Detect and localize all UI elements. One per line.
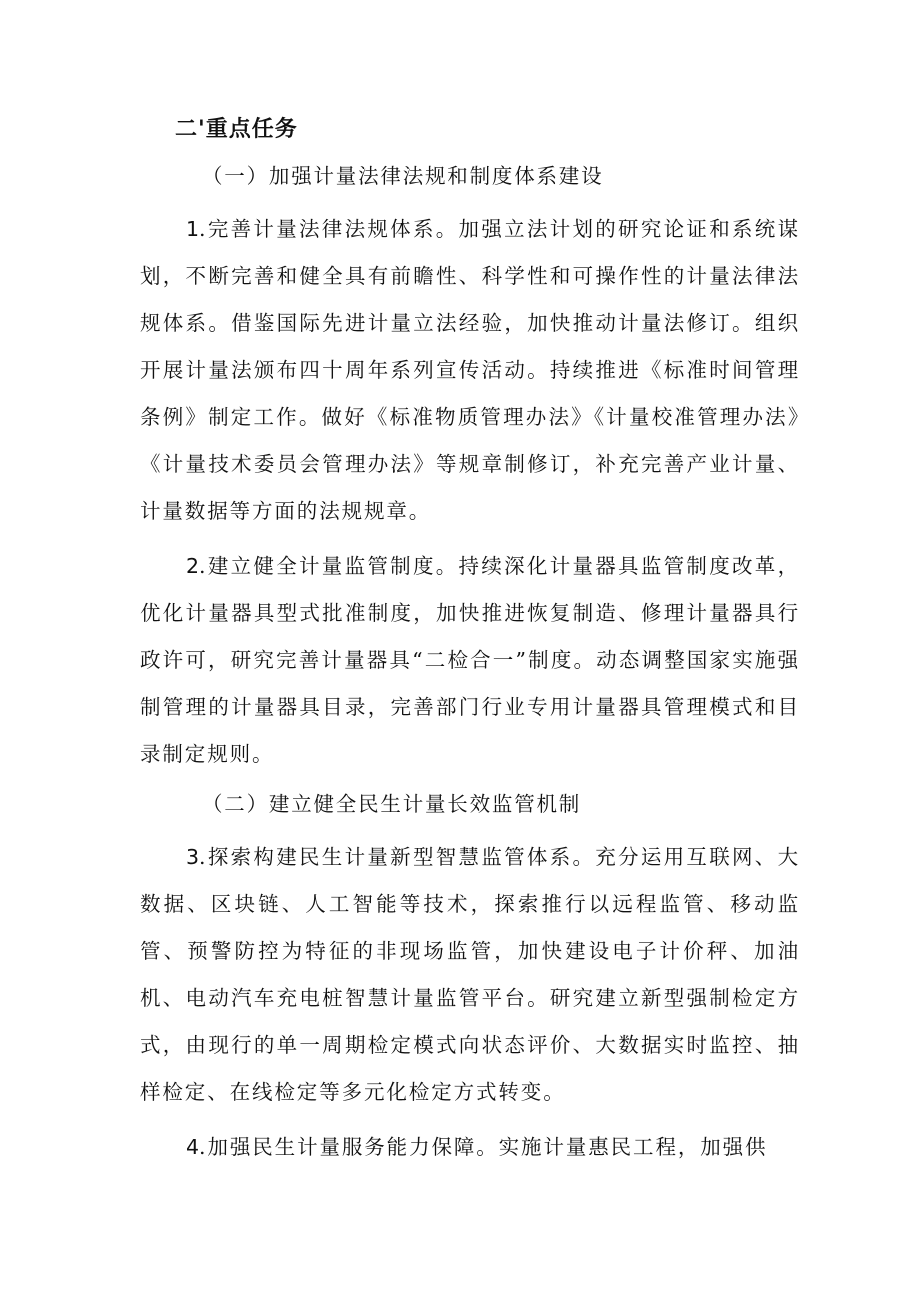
paragraph-number: 4: [186, 1135, 200, 1159]
section-heading: 二'重点任务: [175, 117, 298, 142]
subsection-title-1: （一）加强计量法律法规和制度体系建设: [202, 164, 604, 188]
paragraph-text: .探索构建民生计量新型智慧监管体系。充分运用互联网、大数据、区块链、人工智能等技术，探索推行以远程监管、移动监管、预警防控为特征的非现场监管，加快建设电子计价秤、加油机、电动汽车充电桩智慧计量监管平台。研究建立新型强制检定方式，由现行的单一周期检定模式向状态评价、大数据实时监控、抽样检定、在线检定等多元化检定方式转变。: [140, 845, 800, 1104]
paragraph-number: 3: [186, 845, 200, 869]
paragraph-text: .加强民生计量服务能力保障。实施计量惠民工程，加强供: [199, 1135, 768, 1159]
paragraph-number: 2: [186, 554, 200, 578]
paragraph-number: 1: [186, 217, 200, 241]
document-body: [140, 112, 800, 1179]
paragraph-1: [140, 206, 800, 535]
paragraph-3: [140, 834, 800, 1116]
paragraph-text: .完善计量法律法规体系。加强立法计划的研究论证和系统谋划，不断完善和健全具有前瞻性、科学性和可操作性的计量法律法规体系。借鉴国际先进计量立法经验，加快推动计量法修订。组织开展计量法颁布四十周年系列宣传活动。持续推进《标准时间管理条例》制定工作。做好《标准物质管理办法》《计量校准管理办法》《计量技术委员会管理办法》等规章制修订，补充完善产业计量、计量数据等方面的法规规章。: [140, 217, 800, 523]
paragraph-2: [140, 543, 800, 778]
paragraph-text: .建立健全计量监管制度。持续深化计量器具监管制度改革，优化计量器具型式批准制度，加快推进恢复制造、修理计量器具行政许可，研究完善计量器具“二检合一”制度。动态调整国家实施强制管理的计量器具目录，完善部门行业专用计量器具管理模式和目录制定规则。: [140, 554, 800, 766]
paragraph-4: [140, 1124, 800, 1171]
subsection-title-2: （二）建立健全民生计量长效监管机制: [202, 792, 582, 816]
